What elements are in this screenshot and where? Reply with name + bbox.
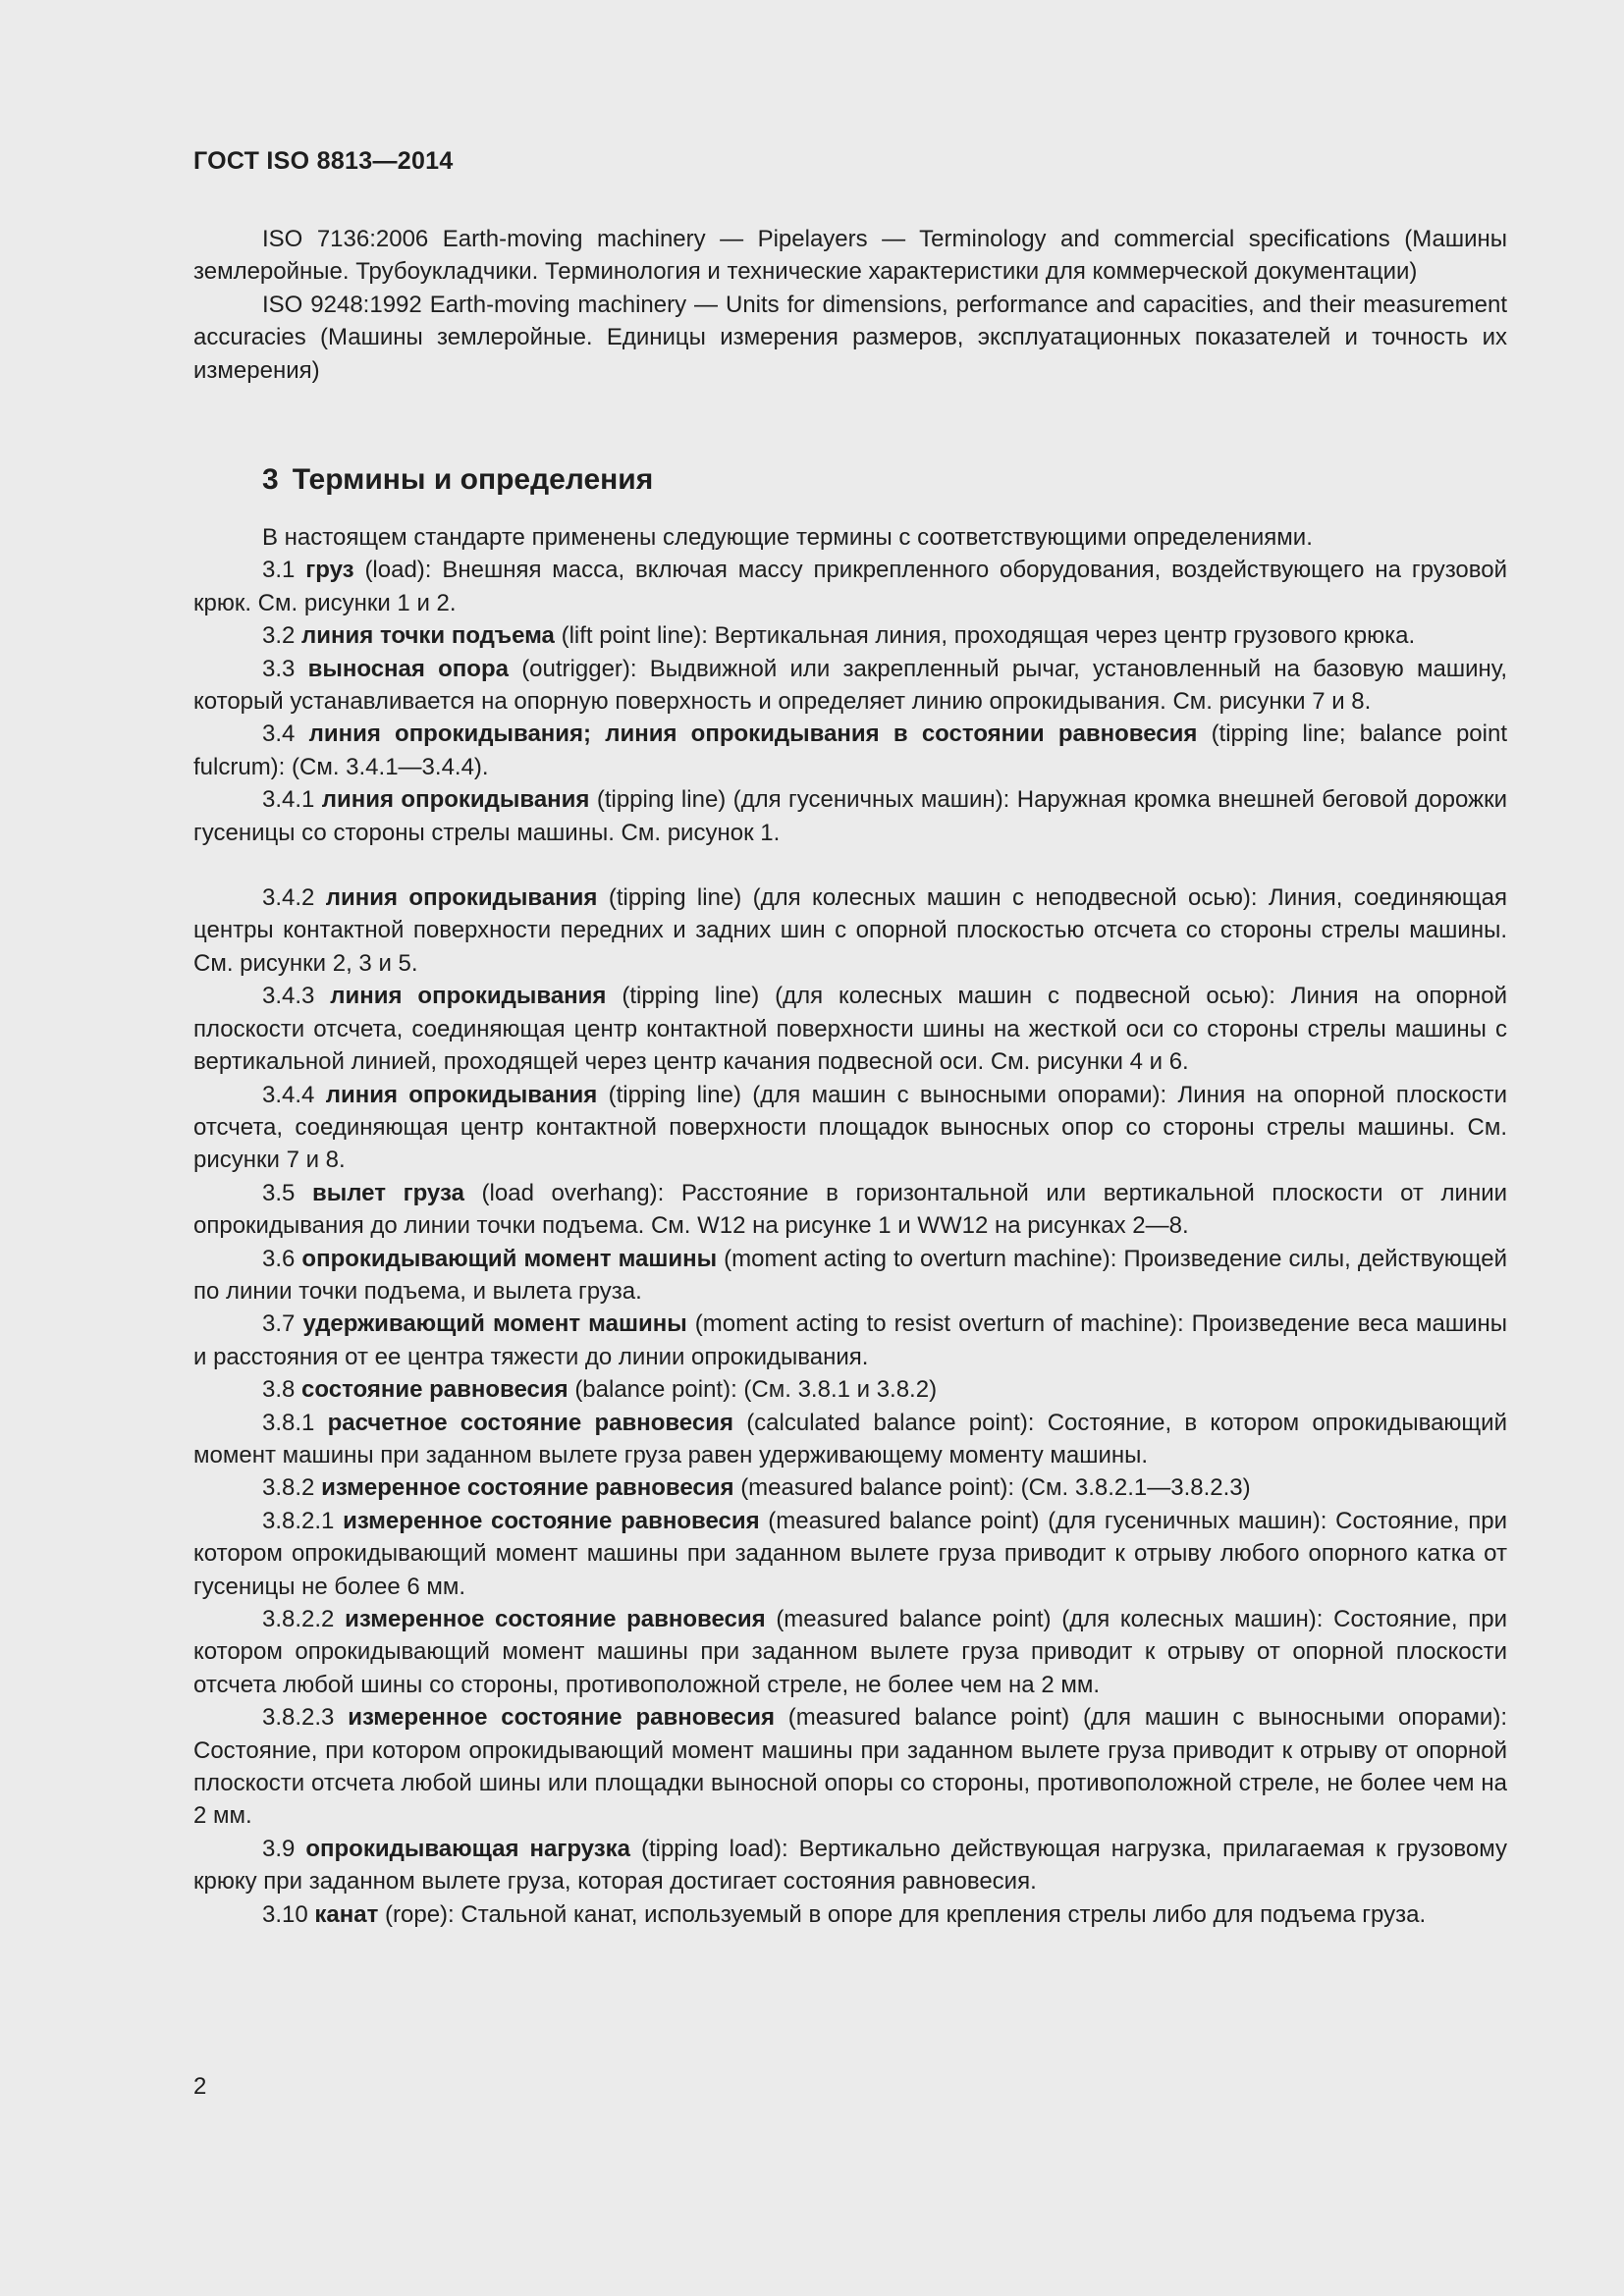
term-entry bbox=[193, 980, 1507, 1078]
term-entry bbox=[193, 1833, 1507, 1898]
term-definition: (outrigger): Выдвижной или закрепленный рычаг, установленный на базовую машину, который устанавливается на опорную поверхность и определяет линию опрокидывания. См. рисунки 7 и 8. bbox=[193, 655, 1508, 716]
term-definition: (rope): Стальной канат, используемый в опоре для крепления стрелы либо для подъема груза. bbox=[385, 1900, 1427, 1928]
reference-item bbox=[193, 223, 1507, 289]
term-name: расчетное состояние равновесия bbox=[327, 1409, 733, 1436]
term-definition: (balance point): (См. 3.8.1 и 3.8.2) bbox=[574, 1376, 938, 1404]
term-entry bbox=[193, 653, 1507, 719]
term-name: линия опрокидывания bbox=[325, 884, 598, 912]
term-number: 3.2 bbox=[262, 622, 296, 650]
term-entry bbox=[193, 1603, 1507, 1701]
term-number: 3.3 bbox=[262, 655, 296, 682]
term-entry bbox=[193, 1243, 1507, 1308]
term-entry bbox=[193, 783, 1507, 849]
term-entry bbox=[193, 1177, 1507, 1243]
section-title-text: Термины и определения bbox=[292, 463, 654, 496]
term-number: 3.4 bbox=[262, 721, 296, 748]
term-number: 3.8.2.2 bbox=[262, 1606, 335, 1632]
term-entry bbox=[193, 1505, 1507, 1603]
document-code-header: ГОСТ ISO 8813—2014 bbox=[193, 147, 454, 175]
term-number: 3.4.1 bbox=[262, 786, 315, 814]
term-name: опрокидывающий момент машины bbox=[301, 1245, 718, 1272]
term-definition: (measured balance point) (для колесных машин): Состояние, при котором опрокидывающий момент машины при заданном вылете груза приводит к отрыву от опорной плоскости отсчета любой шины со стороны, противоположной стреле, не более чем на 2 мм. bbox=[193, 1606, 1508, 1698]
term-name: вылет груза bbox=[312, 1179, 464, 1206]
term-definition: (load): Внешняя масса, включая массу прикрепленного оборудования, воздействующего на грузовой крюк. См. рисунки 1 и 2. bbox=[193, 557, 1508, 616]
term-name: груз bbox=[305, 557, 354, 584]
term-definition: (tipping line) (для колесных машин с подвесной осью): Линия на опорной плоскости отсчета, соединяющая центр контактной поверхности шины на жесткой оси со стороны стрелы машины с вертикальной линией, проходящей через центр качания подвесной оси. См. рисунки 4 и 6. bbox=[193, 983, 1508, 1076]
term-entry bbox=[193, 1701, 1507, 1833]
term-entry bbox=[193, 1308, 1507, 1373]
term-entry bbox=[193, 619, 1507, 652]
term-entry bbox=[193, 1373, 1507, 1406]
term-name: состояние равновесия bbox=[301, 1376, 568, 1404]
reference-text: Earth-moving machinery — Pipelayers — Terminology and commercial specifications (Машины землеройные. Трубоукладчики. Терминология и технические характеристики для коммерческой документации) bbox=[193, 226, 1507, 286]
term-name: линия опрокидывания bbox=[321, 786, 590, 814]
term-name: выносная опора bbox=[307, 655, 509, 682]
term-definition: (moment acting to overturn machine): Произведение силы, действующей по линии точки подъема, и вылета груза. bbox=[193, 1245, 1508, 1305]
term-definition: (measured balance point) (для гусеничных машин): Состояние, при котором опрокидывающий момент машины при заданном вылете груза приводит к отрыву любого опорного катка от гусеницы не более 6 мм. bbox=[193, 1507, 1507, 1600]
term-number: 3.9 bbox=[262, 1835, 296, 1862]
term-number: 3.5 bbox=[262, 1179, 296, 1206]
term-number: 3.1 bbox=[262, 557, 296, 584]
section-heading bbox=[262, 463, 653, 497]
term-name: измеренное состояние равновесия bbox=[343, 1507, 760, 1534]
term-name: измеренное состояние равновесия bbox=[321, 1474, 734, 1502]
term-number: 3.8.1 bbox=[262, 1409, 315, 1436]
section-intro: В настоящем стандарте применены следующие термины с соответствующими определениями. bbox=[262, 524, 1313, 551]
term-definition: (lift point line): Вертикальная линия, проходящая через центр грузового крюка. bbox=[561, 622, 1416, 650]
reference-code: ISO 9248:1992 bbox=[262, 291, 422, 318]
term-number: 3.8.2 bbox=[262, 1474, 315, 1502]
term-number: 3.4.2 bbox=[262, 884, 315, 912]
term-name: удерживающий момент машины bbox=[302, 1310, 687, 1338]
reference-code: ISO 7136:2006 bbox=[262, 226, 429, 252]
term-number: 3.6 bbox=[262, 1245, 296, 1272]
reference-item bbox=[193, 289, 1507, 387]
terms-list bbox=[193, 521, 1507, 1931]
term-definition: (tipping load): Вертикально действующая нагрузка, прилагаемая к грузовому крюку при заданном вылете груза, которая достигает состояния равновесия. bbox=[193, 1835, 1508, 1896]
term-number: 3.7 bbox=[262, 1310, 296, 1338]
term-name: линия точки подъема bbox=[301, 622, 555, 650]
term-number: 3.8.2.3 bbox=[262, 1704, 335, 1732]
normative-references bbox=[193, 223, 1507, 387]
term-number: 3.4.3 bbox=[262, 983, 315, 1010]
term-definition: (measured balance point): (См. 3.8.2.1—3.8.2.3) bbox=[740, 1474, 1251, 1502]
term-number: 3.10 bbox=[262, 1900, 308, 1928]
section-number: 3 bbox=[262, 463, 279, 496]
paragraph-gap bbox=[193, 849, 1507, 881]
term-name: линия опрокидывания; линия опрокидывания в состоянии равновесия bbox=[308, 721, 1198, 748]
term-definition: (calculated balance point): Состояние, в котором опрокидывающий момент машины при заданном вылете груза равен удерживающему моменту машины. bbox=[193, 1409, 1507, 1468]
term-name: опрокидывающая нагрузка bbox=[305, 1835, 630, 1862]
term-name: линия опрокидывания bbox=[325, 1081, 598, 1108]
term-name: канат bbox=[314, 1900, 379, 1928]
term-name: измеренное состояние равновесия bbox=[348, 1704, 775, 1732]
reference-text: Earth-moving machinery — Units for dimensions, performance and capacities, and their measurement accuracies (Машины землеройные. Единицы измерения размеров, эксплуатационных показателей и точность их измерения) bbox=[193, 291, 1507, 384]
term-definition: (load overhang): Расстояние в горизонтальной или вертикальной плоскости от линии опрокидывания до линии точки подъема. См. W12 на рисунке 1 и WW12 на рисунках 2—8. bbox=[193, 1179, 1508, 1240]
term-number: 3.8.2.1 bbox=[262, 1507, 335, 1534]
term-definition: (tipping line) (для машин с выносными опорами): Линия на опорной плоскости отсчета, соединяющая центр контактной поверхности площадок выносных опор со стороны стрелы машины. См. рисунки 7 и 8. bbox=[193, 1081, 1508, 1174]
term-name: измеренное состояние равновесия bbox=[345, 1606, 766, 1632]
term-definition: (tipping line) (для колесных машин с неподвесной осью): Линия, соединяющая центры контактной поверхности передних и задних шин с опорной плоскостью отсчета со стороны стрелы машины. См. рисунки 2, 3 и 5. bbox=[193, 884, 1508, 977]
term-entry bbox=[193, 554, 1507, 619]
term-number: 3.4.4 bbox=[262, 1081, 315, 1108]
term-entry bbox=[193, 1079, 1507, 1177]
term-entry bbox=[193, 881, 1507, 980]
term-definition: (measured balance point) (для машин с выносными опорами): Состояние, при котором опрокидывающий момент машины при заданном вылете груза приводит к отрыву от опорной плоскости отсчета любой шины или площадки выносной опоры со стороны, противоположной стреле, не более чем на 2 мм. bbox=[193, 1704, 1507, 1830]
term-entry bbox=[193, 1407, 1507, 1472]
term-number: 3.8 bbox=[262, 1376, 296, 1404]
page-number: 2 bbox=[193, 2073, 207, 2100]
term-definition: (moment acting to resist overturn of machine): Произведение веса машины и расстояния от ее центра тяжести до линии опрокидывания. bbox=[193, 1310, 1507, 1370]
term-entry bbox=[193, 1471, 1507, 1504]
term-definition: (tipping line) (для гусеничных машин): Наружная кромка внешней беговой дорожки гусеницы со стороны стрелы машины. См. рисунок 1. bbox=[193, 786, 1508, 846]
term-name: линия опрокидывания bbox=[330, 983, 607, 1010]
term-entry bbox=[193, 718, 1507, 783]
term-definition: (tipping line; balance point fulcrum): (См. 3.4.1—3.4.4). bbox=[193, 721, 1508, 780]
term-entry bbox=[193, 1898, 1507, 1931]
